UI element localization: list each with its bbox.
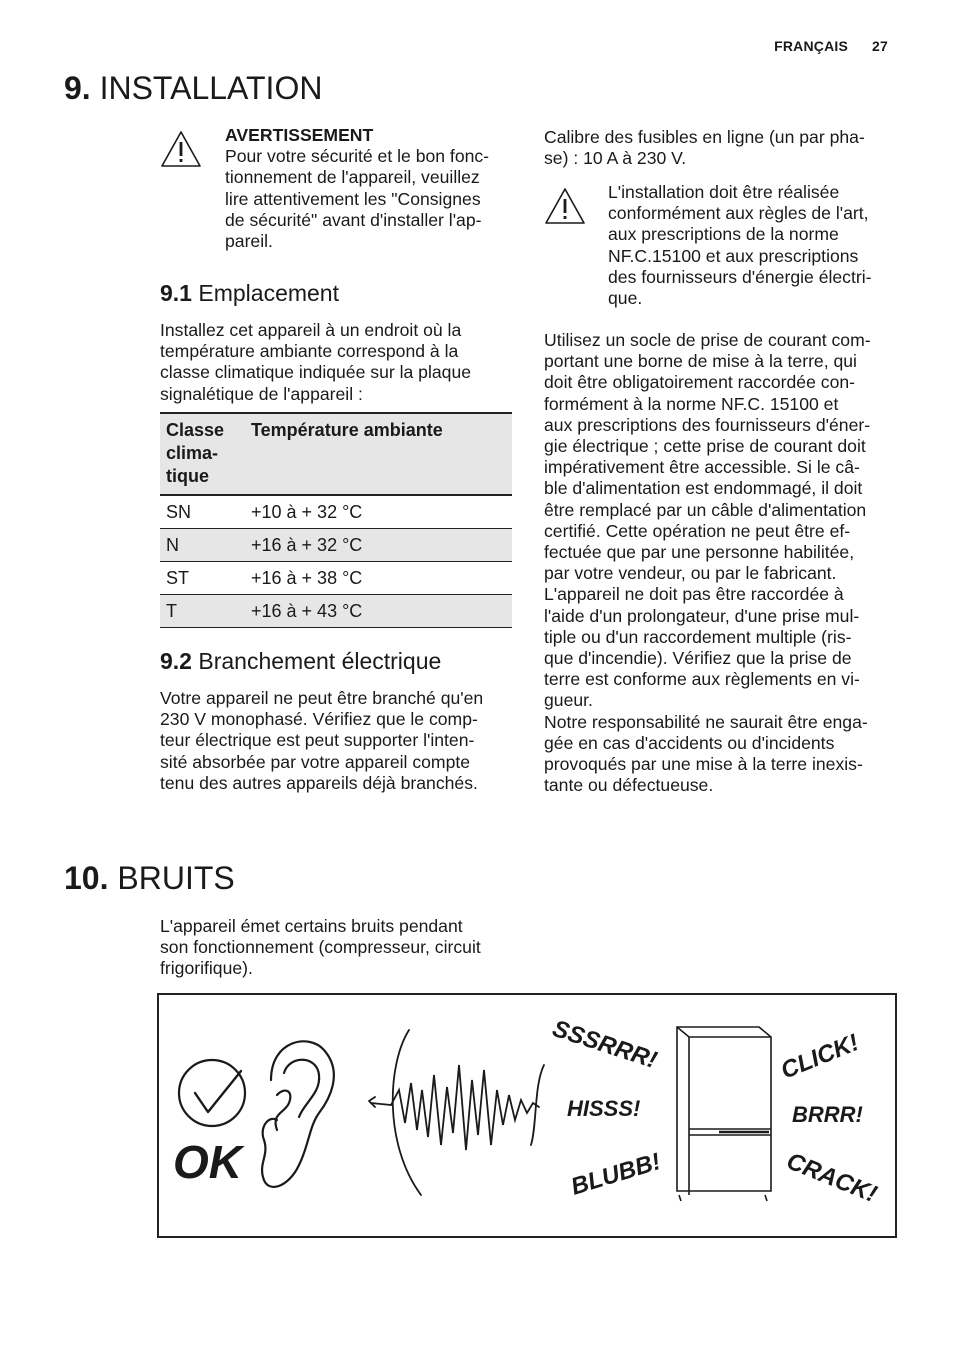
- class-cell: N: [160, 529, 245, 562]
- paragraph-line: L'installation doit être réalisée: [608, 182, 840, 202]
- paragraph-line: portant une borne de mise à la terre, qui: [544, 351, 857, 372]
- paragraph-line: teur électrique est peut supporter l'inten-: [160, 730, 475, 751]
- paragraph-line: doit être obligatoirement raccordée con-: [544, 372, 855, 393]
- sound-label-click: CLICK!: [777, 1029, 863, 1085]
- paragraph-line: aux prescriptions de la norme: [608, 224, 839, 245]
- class-cell: T: [160, 595, 245, 628]
- table-row: [160, 529, 512, 562]
- header-line: clima-: [166, 443, 219, 463]
- paragraph-line: gueur.: [544, 690, 593, 711]
- installation-warning-text: [608, 182, 908, 309]
- class-cell: SN: [160, 495, 245, 529]
- temperature-cell: +16 à + 43 °C: [245, 595, 512, 628]
- page-number: 27: [872, 38, 888, 54]
- temperature-cell: +10 à + 32 °C: [245, 495, 512, 529]
- table-row: [160, 562, 512, 595]
- section-number: 9.: [64, 70, 91, 106]
- paragraph-line: frigorifique).: [160, 958, 253, 979]
- paragraph-line: être remplacé par un câble d'alimentation: [544, 499, 867, 520]
- subsection-9-1-heading: [160, 279, 339, 307]
- warning-line: Pour votre sécurité et le bon fonc-: [225, 146, 490, 167]
- header-line: tique: [166, 466, 209, 486]
- paragraph-line: NF.C.15100 et aux prescriptions: [608, 245, 859, 266]
- paragraph-line: conformément aux règles de l'art,: [608, 203, 869, 224]
- paragraph-line: température ambiante correspond à la: [160, 341, 459, 362]
- sound-label-hisss: HISSS!: [567, 1096, 641, 1121]
- paragraph-line: Installez cet appareil à un endroit où la: [160, 320, 462, 340]
- paragraph-line: sité absorbée par votre appareil compte: [160, 751, 471, 772]
- sound-label-sssrrr: SSSRRR!: [549, 1015, 661, 1075]
- paragraph-line: son fonctionnement (compresseur, circuit: [160, 937, 481, 958]
- subsection-title: Emplacement: [198, 280, 339, 306]
- section-title: INSTALLATION: [99, 70, 323, 106]
- paragraph-line: certifié. Cette opération ne peut être ef-: [544, 520, 851, 541]
- checkmark-icon: [179, 1060, 245, 1126]
- paragraph-line: L'appareil ne doit pas être raccordée à: [544, 584, 844, 605]
- section-10-heading: [64, 860, 235, 896]
- warning-block: [225, 125, 515, 252]
- paragraph-line: Notre responsabilité ne saurait être enga-: [544, 711, 868, 732]
- paragraph-line: 230 V monophasé. Vérifiez que le comp-: [160, 709, 478, 730]
- subsection-9-2-heading: [160, 647, 441, 675]
- emplacement-text: [160, 320, 520, 405]
- paragraph-line: se) : 10 A à 230 V.: [544, 148, 687, 169]
- temperature-cell: +16 à + 32 °C: [245, 529, 512, 562]
- subsection-title: Branchement électrique: [198, 648, 442, 674]
- paragraph-line: des fournisseurs d'énergie électri-: [608, 266, 872, 287]
- noise-illustration: [157, 993, 897, 1238]
- paragraph-line: gie électrique ; cette prise de courant doit: [544, 436, 866, 457]
- paragraph-line: que.: [608, 288, 643, 309]
- sound-wave-icon: [369, 1030, 544, 1195]
- warning-icon: [160, 130, 206, 170]
- warning-icon: [544, 187, 590, 227]
- warning-line: pareil.: [225, 231, 273, 252]
- warning-line: tionnement de l'appareil, veuillez: [225, 167, 480, 188]
- paragraph-line: terre est conforme aux règlements en vi-: [544, 669, 860, 690]
- column-header-class: [160, 413, 245, 495]
- header-line: Classe: [166, 420, 225, 440]
- temperature-cell: +16 à + 38 °C: [245, 562, 512, 595]
- section-9-heading: [64, 70, 322, 106]
- paragraph-line: gée en cas d'accidents ou d'incidents: [544, 732, 835, 753]
- branchement-text: [160, 688, 520, 794]
- paragraph-line: provoqués par une mise à la terre inexis-: [544, 754, 863, 775]
- paragraph-line: impérativement être accessible. Si le câ-: [544, 457, 860, 478]
- table-row: [160, 495, 512, 529]
- noise-illustration-drawing: [159, 995, 895, 1236]
- paragraph-line: tenu des autres appareils déjà branchés.: [160, 772, 478, 793]
- column-header-temperature: Température ambiante: [245, 413, 512, 495]
- paragraph-line: aux prescriptions des fournisseurs d'éner-: [544, 414, 871, 435]
- ok-label: OK: [173, 1136, 242, 1188]
- fuse-text: [544, 127, 904, 169]
- paragraph-line: par votre vendeur, ou par le fabricant.: [544, 563, 837, 584]
- paragraph-line: L'appareil émet certains bruits pendant: [160, 916, 463, 936]
- paragraph-line: ble d'alimentation est endommagé, il doit: [544, 478, 863, 499]
- paragraph-line: fectuée que par une personne habilitée,: [544, 542, 855, 563]
- paragraph-line: Calibre des fusibles en ligne (un par pha-: [544, 127, 865, 147]
- warning-title: AVERTISSEMENT: [225, 125, 374, 145]
- paragraph-line: l'aide d'un prolongateur, d'une prise mul-: [544, 605, 860, 626]
- paragraph-line: que d'incendie). Vérifiez que la prise de: [544, 648, 852, 669]
- subsection-number: 9.2: [160, 648, 192, 674]
- ear-icon: [262, 1041, 334, 1187]
- sound-label-crack: CRACK!: [782, 1147, 881, 1209]
- paragraph-line: Utilisez un socle de prise de courant com-: [544, 330, 871, 350]
- section-number: 10.: [64, 860, 109, 896]
- table-header-row: [160, 413, 512, 495]
- section-title: BRUITS: [117, 860, 235, 896]
- climate-class-table: [160, 412, 512, 628]
- sound-label-blubb: BLUBB!: [567, 1148, 664, 1201]
- page-header: [774, 38, 888, 54]
- paragraph-line: formément à la norme NF.C. 15100 et: [544, 393, 839, 414]
- refrigerator-icon: [677, 1027, 771, 1201]
- table-row: [160, 595, 512, 628]
- sound-labels: [549, 1015, 880, 1208]
- warning-line: lire attentivement les "Consignes: [225, 188, 481, 209]
- socket-text: [544, 330, 914, 796]
- paragraph-line: classe climatique indiquée sur la plaque: [160, 362, 472, 383]
- paragraph-line: tiple ou d'un raccordement multiple (ris-: [544, 626, 852, 647]
- paragraph-line: signalétique de l'appareil :: [160, 383, 363, 404]
- bruits-text: [160, 916, 530, 980]
- paragraph-line: Votre appareil ne peut être branché qu'en: [160, 688, 484, 708]
- header-language: FRANÇAIS: [774, 38, 849, 54]
- paragraph-line: tante ou défectueuse.: [544, 775, 714, 796]
- class-cell: ST: [160, 562, 245, 595]
- warning-line: de sécurité" avant d'installer l'ap-: [225, 209, 482, 230]
- subsection-number: 9.1: [160, 280, 192, 306]
- sound-label-brrr: BRRR!: [792, 1102, 863, 1127]
